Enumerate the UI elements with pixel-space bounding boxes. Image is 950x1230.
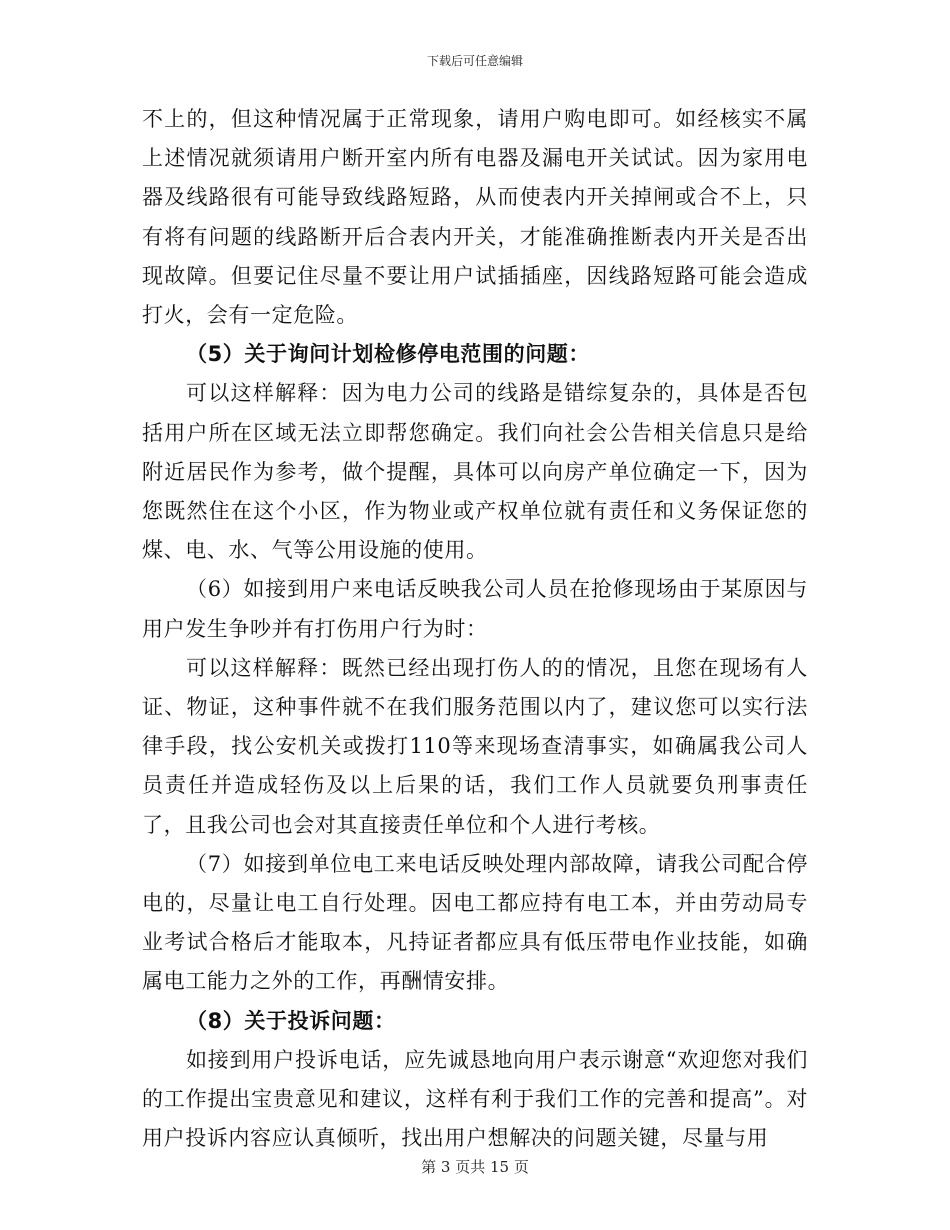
paragraph-item-6: （6）如接到用户来电话反映我公司人员在抢修现场由于某原因与用户发生争吵并有打伤用户行为时：: [142, 577, 808, 641]
paragraph-explanation-6: 可以这样解释：既然已经出现打伤人的的情况，且您在现场有人证、物证，这种事件就不在我们服务范围以内了，建议您可以实行法律手段，找公安机关或拨打110等来现场查清事实，如确属我公司人员责任并造成轻伤及以上后果的话，我们工作人员就要负刑事责任了，且我公司也会对其直接责任单位和个人进行考核。: [142, 655, 808, 837]
paragraph-continuation: 不上的，但这种情况属于正常现象，请用户购电即可。如经核实不属上述情况就须请用户断开室内所有电器及漏电开关试试。因为家用电器及线路很有可能导致线路短路，从而使表内开关掉闸或合不上，只有将有问题的线路断开后合表内开关，才能准确推断表内开关是否出现故障。但要记住尽量不要让用户试插插座，因线路短路可能会造成打火，会有一定危险。: [142, 107, 808, 328]
page-number: 第 3 页共 15 页: [421, 1158, 529, 1176]
paragraph-explanation-8: 如接到用户投诉电话，应先诚恳地向用户表示谢意“欢迎您对我们的工作提出宝贵意见和建议，这样有利于我们工作的完善和提高”。对用户投诉内容应认真倾听，找出用户想解决的问题关键，尽量与用: [142, 1047, 808, 1151]
section-heading-8: （8）关于投诉问题：: [186, 1008, 396, 1033]
page-header: 下载后可任意编辑: [426, 54, 523, 68]
paragraph-explanation-5: 可以这样解释：因为电力公司的线路是错综复杂的，具体是否包括用户所在区域无法立即帮您确定。我们向社会公告相关信息只是给附近居民作为参考，做个提醒，具体可以向房产单位确定一下，因为您既然住在这个小区，作为物业或产权单位就有责任和义务保证您的煤、电、水、气等公用设施的使用。: [142, 381, 808, 563]
paragraph-item-7: （7）如接到单位电工来电话反映处理内部故障，请我公司配合停电的，尽量让电工自行处理。因电工都应持有电工本，并由劳动局专业考试合格后才能取本，凡持证者都应具有低压带电作业技能，如确属电工能力之外的工作，再酬情安排。: [142, 851, 808, 994]
document-body: [142, 100, 808, 1158]
section-heading-5: （5）关于询问计划检修停电范围的问题：: [186, 342, 591, 367]
